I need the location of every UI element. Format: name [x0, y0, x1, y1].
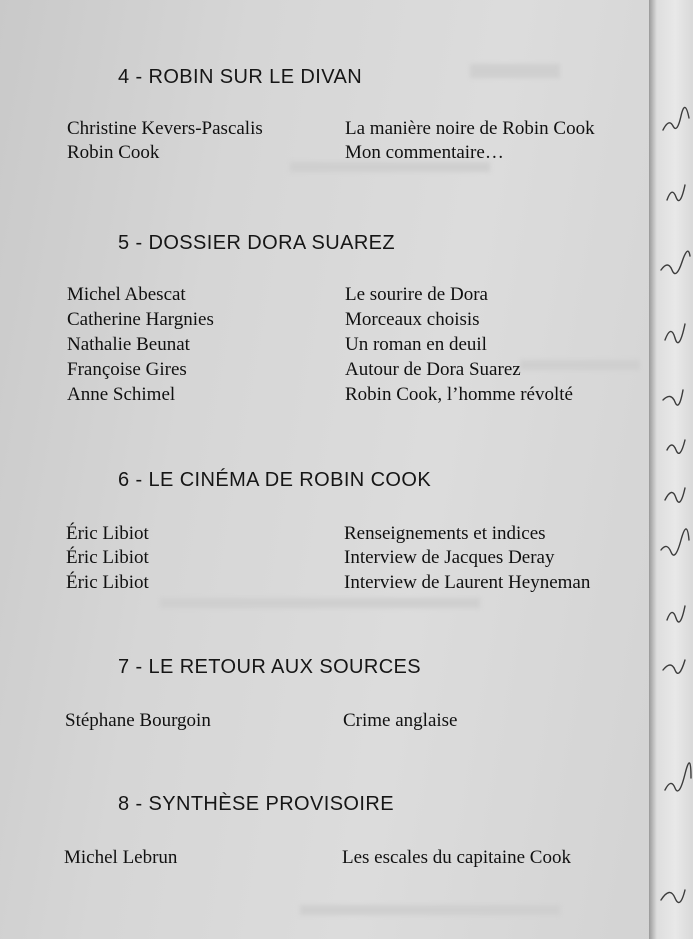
section-title: 5 - DOSSIER DORA SUAREZ [118, 232, 396, 254]
section-title: 4 - ROBIN SUR LE DIVAN [118, 66, 363, 88]
facing-page-edge [649, 0, 693, 939]
section-title: 6 - LE CINÉMA DE ROBIN COOK [118, 469, 432, 491]
entry-article: Interview de Laurent Heyneman [344, 572, 591, 593]
toc-entry [67, 118, 693, 144]
section-title: 8 - SYNTHÈSE PROVISOIRE [118, 793, 394, 815]
entry-article: Morceaux choisis [345, 309, 480, 330]
entry-article: Renseignements et indices [344, 523, 546, 544]
show-through-shadow [300, 905, 560, 915]
toc-entry [67, 309, 693, 335]
entry-author: Éric Libiot [66, 572, 149, 593]
toc-entry [66, 523, 693, 549]
entry-author: Catherine Hargnies [67, 309, 214, 330]
toc-entry [67, 384, 693, 410]
entry-author: Éric Libiot [66, 547, 149, 568]
toc-entry [67, 359, 693, 385]
entry-author: Michel Lebrun [64, 847, 178, 868]
entry-article: La manière noire de Robin Cook [345, 118, 595, 139]
toc-entry [67, 284, 693, 310]
entry-article: Autour de Dora Suarez [345, 359, 521, 380]
entry-article: Mon commentaire… [345, 142, 504, 163]
entry-article: Interview de Jacques Deray [344, 547, 555, 568]
toc-entry [67, 334, 693, 360]
section-title: 7 - LE RETOUR AUX SOURCES [118, 656, 422, 678]
entry-article: Un roman en deuil [345, 334, 487, 355]
entry-author: Robin Cook [67, 142, 160, 163]
toc-entry [66, 572, 693, 598]
toc-entry [65, 710, 693, 736]
entry-article: Crime anglaise [343, 710, 458, 731]
toc-entry [67, 142, 693, 168]
show-through-shadow [160, 598, 480, 608]
entry-author: Anne Schimel [67, 384, 176, 405]
entry-author: Christine Kevers-Pascalis [67, 118, 263, 139]
entry-author: Françoise Gires [67, 359, 187, 380]
entry-author: Stéphane Bourgoin [65, 710, 211, 731]
entry-article: Le sourire de Dora [345, 284, 488, 305]
entry-article: Robin Cook, l’homme révolté [345, 384, 573, 405]
entry-author: Michel Abescat [67, 284, 186, 305]
handwriting-scribbles-icon [649, 0, 693, 939]
toc-entry [66, 547, 693, 573]
toc-entry [64, 847, 693, 873]
entry-article: Les escales du capitaine Cook [342, 847, 571, 868]
entry-author: Nathalie Beunat [67, 334, 190, 355]
entry-author: Éric Libiot [66, 523, 149, 544]
show-through-shadow [470, 64, 560, 78]
